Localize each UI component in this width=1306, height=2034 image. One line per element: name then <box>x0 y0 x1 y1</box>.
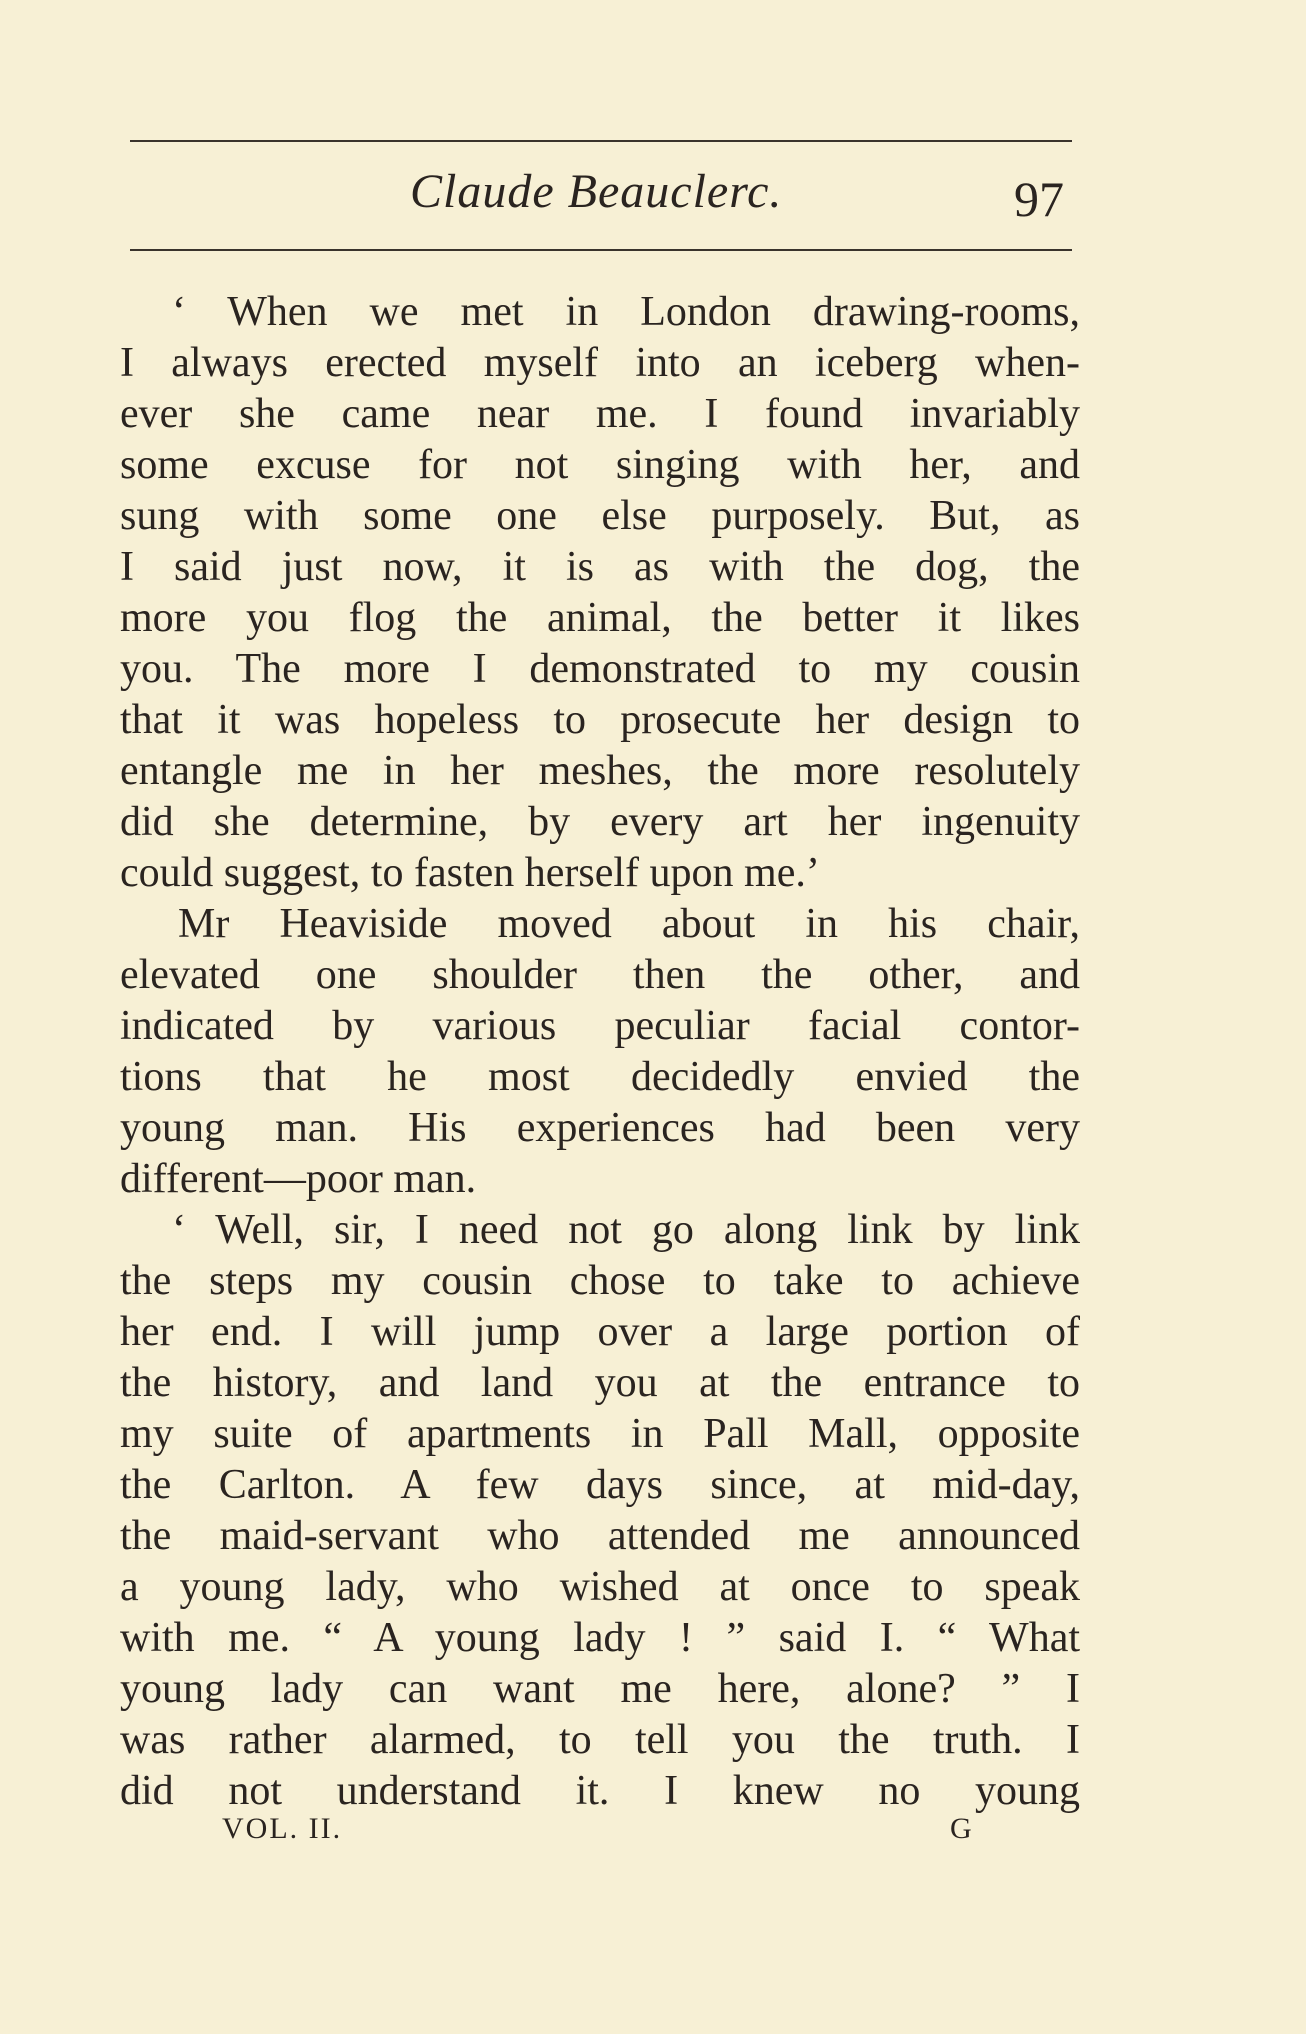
text-line: indicated by various peculiar facial contor- <box>120 1003 1080 1049</box>
header-rule-top <box>130 140 1072 142</box>
text-line: ‘ Well, sir, I need not go along link by link <box>172 1207 1080 1253</box>
text-line: elevated one shoulder then the other, and <box>120 952 1080 998</box>
text-line: ‘ When we met in London drawing-rooms, <box>172 289 1080 335</box>
text-line: was rather alarmed, to tell you the truth. I <box>120 1717 1080 1763</box>
text-line: could suggest, to fasten herself upon me.’ <box>120 850 820 896</box>
text-line: you. The more I demonstrated to my cousin <box>120 646 1080 692</box>
text-line: ever she came near me. I found invariably <box>120 391 1080 437</box>
running-head <box>130 164 1072 234</box>
body-text <box>120 287 1080 1817</box>
text-line: I said just now, it is as with the dog, the <box>120 544 1080 590</box>
text-line: did she determine, by every art her ingenuity <box>120 799 1080 845</box>
running-title: Claude Beauclerc. <box>410 165 783 218</box>
text-line: young man. His experiences had been very <box>120 1105 1080 1151</box>
text-line: the maid-servant who attended me announced <box>120 1513 1080 1559</box>
text-line: more you flog the animal, the better it likes <box>120 595 1080 641</box>
text-line: a young lady, who wished at once to speak <box>120 1564 1080 1610</box>
text-line: tions that he most decidedly envied the <box>120 1054 1080 1100</box>
text-line: different—poor man. <box>120 1156 477 1202</box>
text-line: that it was hopeless to prosecute her design to <box>120 697 1080 743</box>
text-line: I always erected myself into an iceberg when- <box>120 340 1080 386</box>
text-line: did not understand it. I knew no young <box>120 1768 1080 1814</box>
text-line: the history, and land you at the entrance to <box>120 1360 1080 1406</box>
text-line: with me. “ A young lady ! ” said I. “ What <box>120 1615 1080 1661</box>
header-rule-bottom <box>130 249 1072 251</box>
text-line: sung with some one else purposely. But, as <box>120 493 1080 539</box>
page-footer <box>120 1812 1080 1852</box>
text-line: Mr Heaviside moved about in his chair, <box>178 901 1080 947</box>
volume-label: VOL. II. <box>222 1812 343 1845</box>
text-line: my suite of apartments in Pall Mall, opposite <box>120 1411 1080 1457</box>
signature-mark: G <box>950 1812 972 1845</box>
text-line: young lady can want me here, alone? ” I <box>120 1666 1080 1712</box>
text-line: some excuse for not singing with her, and <box>120 442 1080 488</box>
text-line: her end. I will jump over a large portion of <box>120 1309 1080 1355</box>
page-number: 97 <box>1014 171 1064 227</box>
text-line: the steps my cousin chose to take to achieve <box>120 1258 1080 1304</box>
text-line: the Carlton. A few days since, at mid-day, <box>120 1462 1080 1508</box>
text-line: entangle me in her meshes, the more resolutely <box>120 748 1080 794</box>
